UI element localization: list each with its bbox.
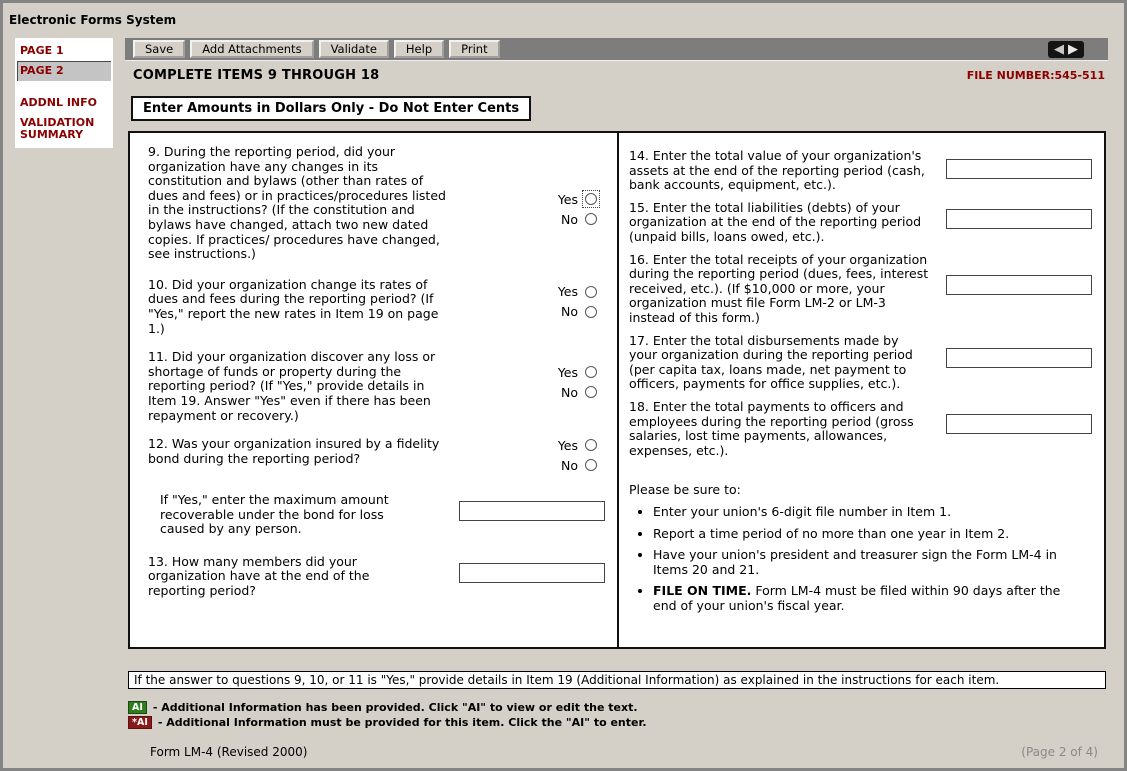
ai-required-badge: *AI	[128, 716, 152, 729]
item9-yes-radio[interactable]	[585, 193, 597, 205]
question-10-no-option	[558, 304, 599, 320]
page-header	[125, 61, 1108, 90]
item11-yes-radio[interactable]	[585, 366, 597, 378]
question-18-text: 18. Enter the total payments to officers and employees during the reporting period (gross salaries, lost time payments, allowances, expenses, etc.).	[629, 398, 914, 458]
question-9-yes-option	[558, 191, 599, 207]
validate-button[interactable]: Validate	[319, 40, 389, 58]
item10-yes-radio[interactable]	[585, 286, 597, 298]
print-button[interactable]: Print	[449, 40, 499, 58]
item11-no-radio[interactable]	[585, 386, 597, 398]
ai-provided-badge: AI	[128, 701, 147, 714]
question-17-row	[629, 334, 1092, 392]
item10-no-radio[interactable]	[585, 306, 597, 318]
question-9-yes-focus-ring	[583, 191, 599, 207]
legend-row-provided	[128, 701, 1108, 714]
question-9-row	[148, 145, 605, 262]
next-page-icon[interactable]: ▶	[1068, 42, 1078, 57]
toolbar	[125, 38, 1108, 61]
prev-page-icon[interactable]: ◀	[1054, 42, 1064, 57]
question-16-text: 16. Enter the total receipts of your organization during the reporting period (dues, fees, interest received, etc.). (If $10,000 or more, your organization must file Form LM-2 or LM-3 instead of this form.)	[629, 251, 929, 325]
reminder-item: • FILE ON TIME. Form LM-4 must be filed within 90 days after the end of your union's fiscal year.	[653, 584, 1092, 613]
question-14-row	[629, 149, 1092, 193]
ai-required-text: - Additional Information must be provided for this item. Click the "AI" to enter.	[157, 716, 647, 729]
item9-no-radio[interactable]	[585, 213, 597, 225]
question-12-options	[558, 437, 605, 473]
question-11-options	[558, 364, 605, 423]
item17-disbursements-input[interactable]	[946, 348, 1092, 368]
item18-payments-input[interactable]	[946, 414, 1092, 434]
legend-row-required	[128, 716, 1108, 729]
question-11-yes-label: Yes	[557, 364, 578, 380]
page-indicator: (Page 2 of 4)	[1021, 745, 1098, 759]
question-15-row	[629, 201, 1092, 245]
question-9-no-label: No	[561, 211, 578, 227]
save-button[interactable]: Save	[133, 40, 185, 58]
sidebar-item-addnl-info[interactable]: ADDNL INFO	[17, 93, 111, 113]
question-10-row	[148, 278, 605, 336]
add-attachments-button[interactable]: Add Attachments	[190, 40, 313, 58]
questions-right-column	[619, 133, 1104, 647]
question-9-text: 9. During the reporting period, did your organization have any changes in its constitution and bylaws (other than rates of dues and fees) or in practices/procedures listed in the instructions? (If the constitution and bylaws have changed, attach two new dated copies. If practices/ procedures have changed, see instructions.)	[148, 144, 446, 262]
page-nav	[1048, 41, 1084, 58]
ai-legend	[128, 701, 1108, 729]
question-13-text: 13. How many members did your organization have at the end of the reporting period?	[148, 553, 370, 599]
question-10-no-label: No	[561, 304, 578, 320]
reminder-item: • Report a time period of no more than one year in Item 2.	[653, 527, 1092, 542]
question-9-yes-label: Yes	[557, 191, 578, 207]
question-12-no-option	[558, 457, 599, 473]
page-title: COMPLETE ITEMS 9 THROUGH 18	[133, 68, 380, 83]
ai-provided-text: - Additional Information has been provided. Click "AI" to view or edit the text.	[152, 701, 638, 714]
question-12-text: 12. Was your organization insured by a fidelity bond during the reporting period?	[148, 436, 440, 466]
item16-receipts-input[interactable]	[946, 275, 1092, 295]
sidebar-item-page1[interactable]: PAGE 1	[17, 41, 111, 61]
dollars-only-banner-text: Enter Amounts in Dollars Only - Do Not Enter Cents	[143, 101, 520, 116]
question-11-row	[148, 350, 605, 423]
item12-yes-radio[interactable]	[585, 439, 597, 451]
members-count-input[interactable]	[459, 563, 605, 583]
sidebar-item-validation-summary[interactable]: VALIDATION SUMMARY	[17, 113, 111, 145]
sidebar-item-page2[interactable]: PAGE 2	[17, 61, 111, 81]
question-15-text: 15. Enter the total liabilities (debts) of your organization at the end of the reporting period (unpaid bills, loans owed, etc.).	[629, 199, 922, 244]
item15-liabilities-input[interactable]	[946, 209, 1092, 229]
question-16-row	[629, 253, 1092, 326]
reminder-item: • Enter your union's 6-digit file number in Item 1.	[653, 505, 1092, 520]
help-button[interactable]: Help	[394, 40, 444, 58]
question-10-yes-option	[558, 284, 599, 300]
question-12-yes-option	[558, 437, 599, 453]
file-number: FILE NUMBER:545-511	[966, 69, 1105, 82]
question-10-text: 10. Did your organization change its rates of dues and fees during the reporting period? (If "Yes," report the new rates in Item 19 on page 1.)	[148, 276, 439, 336]
sidebar	[15, 38, 113, 148]
form-box	[128, 131, 1106, 649]
question-11-text: 11. Did your organization discover any loss or shortage of funds or property during the reporting period? (If "Yes," provide details in Item 19. Answer "Yes" even if there has been repayment or recovery.)	[148, 349, 436, 423]
main-panel	[125, 38, 1108, 759]
question-12-row	[148, 437, 605, 473]
form-name: Form LM-4 (Revised 2000)	[150, 745, 308, 759]
question-10-options	[558, 284, 605, 336]
question-9-options	[558, 191, 605, 262]
question-11-yes-option	[558, 364, 599, 380]
bottom-note	[128, 671, 1106, 689]
item12-no-radio[interactable]	[585, 459, 597, 471]
dollars-only-banner	[131, 96, 531, 121]
question-11-no-option	[558, 384, 599, 400]
question-14-text: 14. Enter the total value of your organization's assets at the end of the reporting period (cash, bank accounts, equipment, etc.).	[629, 148, 925, 193]
item14-assets-input[interactable]	[946, 159, 1092, 179]
titlebar	[3, 3, 1124, 33]
question-12-yes-label: Yes	[557, 437, 578, 453]
question-12-no-label: No	[561, 457, 578, 473]
bond-amount-text: If "Yes," enter the maximum amount recoverable under the bond for loss caused by any person.	[160, 492, 389, 537]
bond-amount-row	[148, 493, 605, 537]
bottom-note-text: If the answer to questions 9, 10, or 11 is "Yes," provide details in Item 19 (Additional Information) as explained in the instructions for each item.	[134, 673, 1000, 687]
bond-amount-input[interactable]	[459, 501, 605, 521]
reminders-title: Please be sure to:	[629, 482, 741, 498]
question-9-no-option	[558, 211, 599, 227]
reminder-item: • Have your union's president and treasurer sign the Form LM-4 in Items 20 and 21.	[653, 548, 1092, 577]
reminders	[629, 482, 1092, 613]
app-title: Electronic Forms System	[9, 13, 177, 27]
reminders-list	[629, 505, 1092, 613]
sidebar-spacer	[17, 81, 111, 93]
questions-left-column	[130, 133, 619, 647]
question-18-row	[629, 400, 1092, 458]
question-13-row	[148, 555, 605, 599]
question-11-no-label: No	[561, 384, 578, 400]
question-17-text: 17. Enter the total disbursements made by your organization during the reporting period (per capita tax, loans made, net payment to officers, payments for office supplies, etc.).	[629, 332, 913, 392]
question-10-yes-label: Yes	[557, 284, 578, 300]
footer	[128, 745, 1108, 759]
